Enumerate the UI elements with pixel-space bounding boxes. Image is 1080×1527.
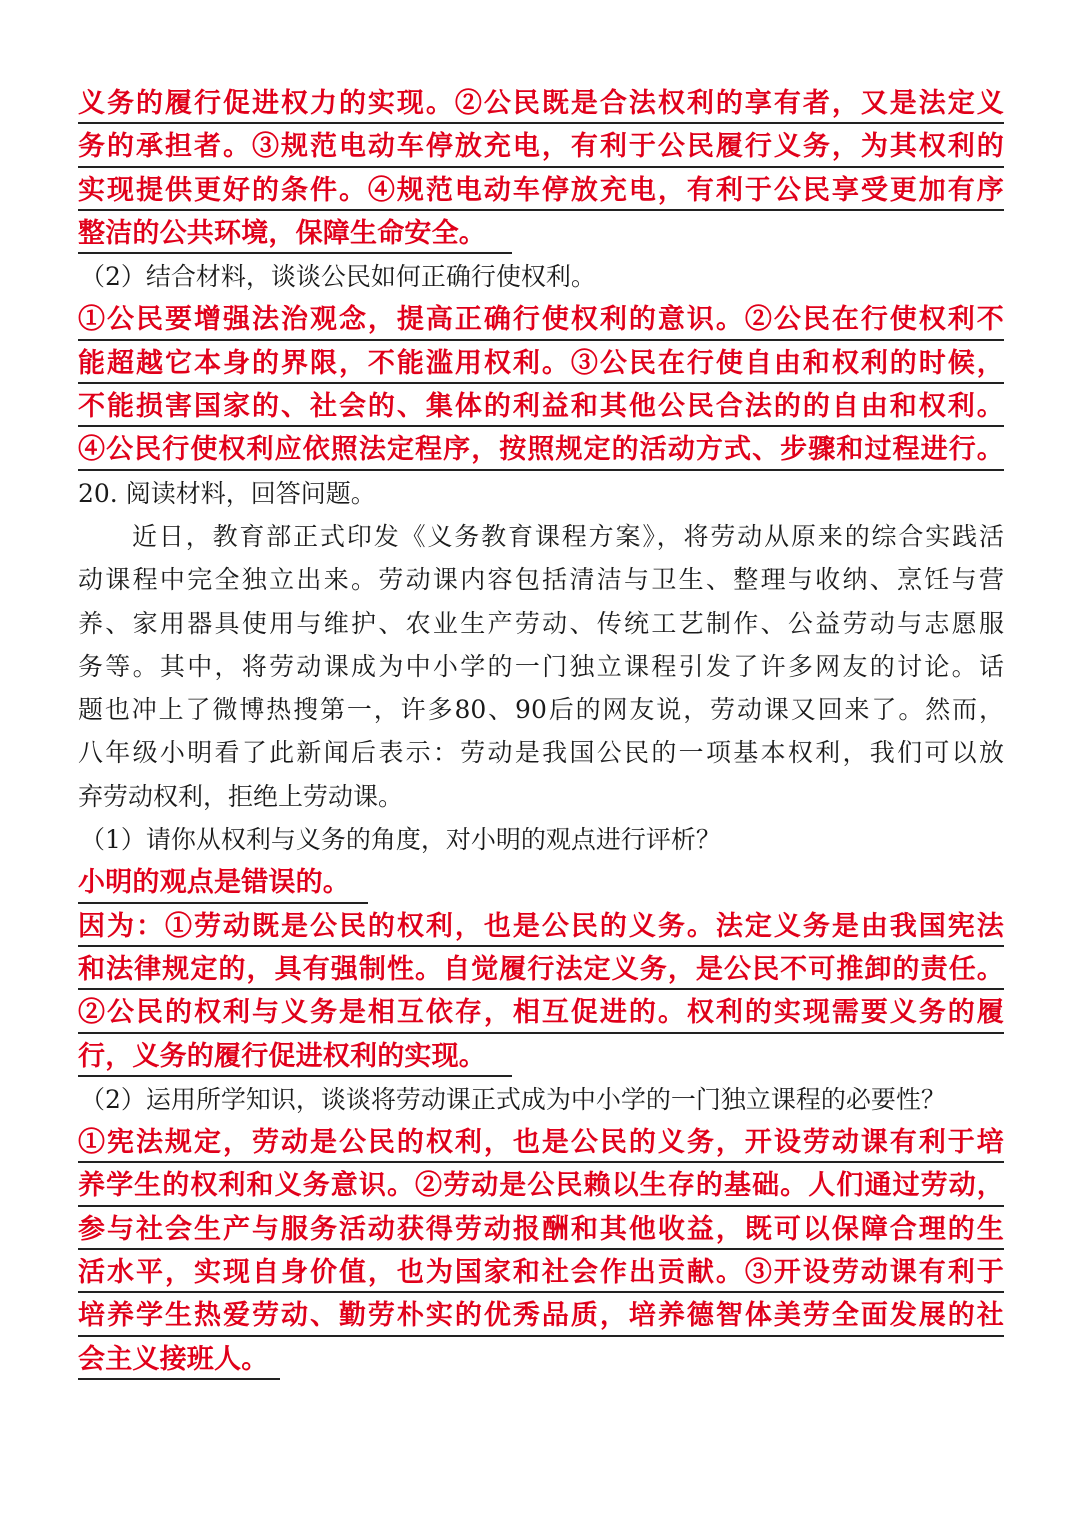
answer-line: ②公民的权利与义务是相互依存，相互促进的。权利的实现需要义务的履 — [78, 991, 1004, 1034]
question-text: （2）运用所学知识，谈谈将劳动课正式成为中小学的一门独立课程的必要性？ — [80, 1084, 946, 1114]
material-line: 动课程中完全独立出来。劳动课内容包括清洁与卫生、整理与收纳、烹饪与营 — [78, 565, 1004, 595]
material-line: 近日，教育部正式印发《义务教育课程方案》，将劳动从原来的综合实践活 — [132, 521, 1004, 551]
question-20-part-2 — [78, 1078, 1004, 1381]
answer-line: 整洁的公共环境，保障生命安全。 — [78, 212, 1004, 255]
answer-line: ①宪法规定，劳动是公民的权利，也是公民的义务，开设劳动课有利于培 — [78, 1121, 1004, 1164]
answer-line: 会主义接班人。 — [78, 1338, 1004, 1381]
answer-line: 参与社会生产与服务活动获得劳动报酬和其他收益，既可以保障合理的生 — [78, 1208, 1004, 1251]
material-line: 养、家用器具使用与维护、农业生产劳动、传统工艺制作、公益劳动与志愿服 — [78, 608, 1004, 638]
answer-line: 实现提供更好的条件。④规范电动车停放充电，有利于公民享受更加有序 — [78, 169, 1004, 212]
answer-line: 因为：①劳动既是公民的权利，也是公民的义务。法定义务是由我国宪法 — [78, 905, 1004, 948]
answer-line: ①公民要增强法治观念，提高正确行使权利的意识。②公民在行使权利不 — [78, 298, 1004, 341]
answer-line: 培养学生热爱劳动、勤劳朴实的优秀品质，培养德智体美劳全面发展的社 — [78, 1294, 1004, 1337]
answer-line: 和法律规定的，具有强制性。自觉履行法定义务，是公民不可推卸的责任。 — [78, 948, 1004, 991]
answer-line: 活水平，实现自身价值，也为国家和社会作出贡献。③开设劳动课有利于 — [78, 1251, 1004, 1294]
material-line: 弃劳动权利，拒绝上劳动课。 — [78, 781, 404, 811]
answer-line: 养学生的权利和义务意识。②劳动是公民赖以生存的基础。人们通过劳动， — [78, 1164, 1004, 1207]
answer-line: 行，义务的履行促进权利的实现。 — [78, 1035, 1004, 1078]
question-heading: 20. 阅读材料，回答问题。 — [78, 478, 376, 508]
answer-line: ④公民行使权利应依照法定程序，按照规定的活动方式、步骤和过程进行。 — [78, 428, 1004, 471]
question-20 — [78, 472, 1004, 1381]
answer-line: 小明的观点是错误的。 — [78, 861, 1004, 904]
material-line: 题也冲上了微博热搜第一，许多80、90后的网友说，劳动课又回来了。然而， — [78, 695, 1004, 725]
reading-material — [78, 515, 1004, 818]
material-line: 务等。其中，将劳动课成为中小学的一门独立课程引发了许多网友的讨论。话 — [78, 651, 1004, 681]
worksheet-page — [78, 82, 1004, 1381]
previous-answer-block — [78, 82, 1004, 255]
question-20-part-1 — [78, 818, 1004, 1078]
question-text: （2）结合材料，谈谈公民如何正确行使权利。 — [80, 262, 596, 292]
question-text: （1）请你从权利与义务的角度，对小明的观点进行评析？ — [80, 825, 721, 855]
question-19-part-2 — [78, 255, 1004, 471]
answer-line: 务的承担者。③规范电动车停放充电，有利于公民履行义务，为其权利的 — [78, 125, 1004, 168]
answer-line: 能超越它本身的界限，不能滥用权利。③公民在行使自由和权利的时候， — [78, 342, 1004, 385]
answer-line: 义务的履行促进权力的实现。②公民既是合法权利的享有者，又是法定义 — [78, 82, 1004, 125]
material-line: 八年级小明看了此新闻后表示：劳动是我国公民的一项基本权利，我们可以放 — [78, 738, 1004, 768]
answer-line: 不能损害国家的、社会的、集体的利益和其他公民合法的的自由和权利。 — [78, 385, 1004, 428]
